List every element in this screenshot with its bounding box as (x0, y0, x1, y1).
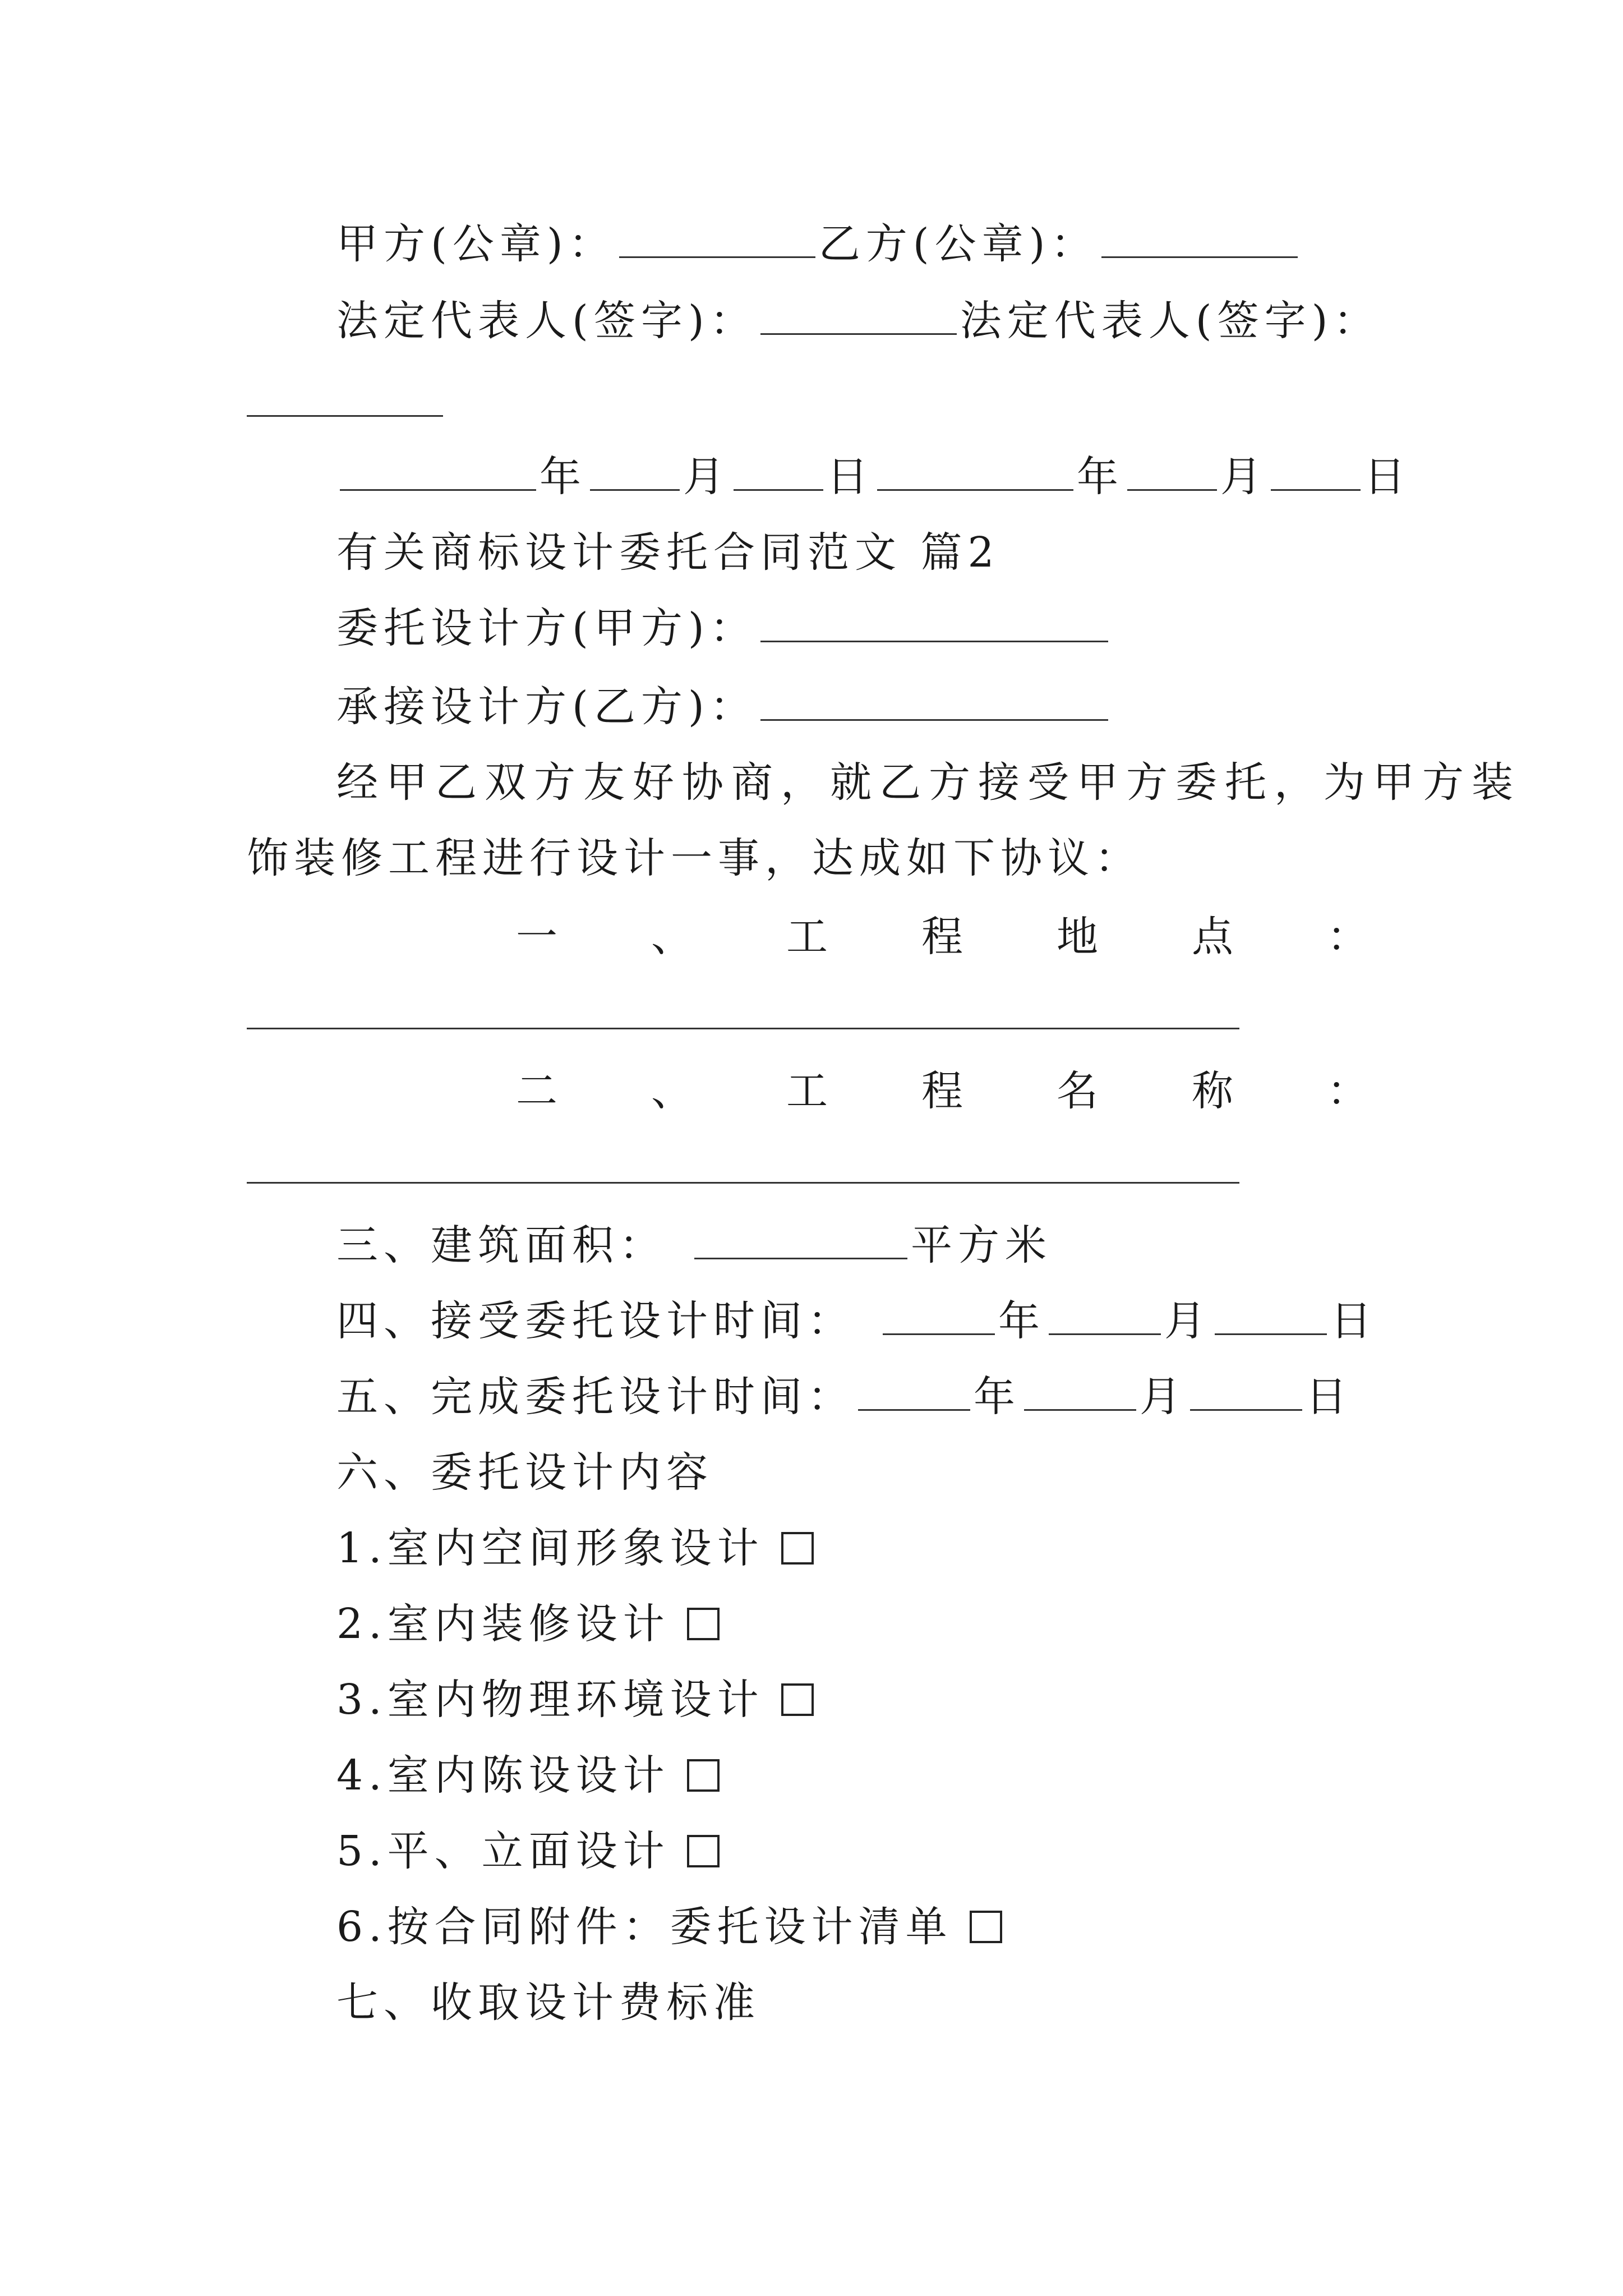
item3-unit: 平方米 (911, 1221, 1052, 1269)
client-label: 委托设计方(甲方)： (336, 604, 757, 652)
party-b-seal-field[interactable] (1101, 222, 1298, 258)
contractor-label: 承接设计方(乙方)： (336, 683, 757, 731)
item3-label: 三、建筑面积： (336, 1221, 666, 1269)
intro-line-1: 经甲乙双方友好协商，就乙方接受甲方委托，为甲方装 (336, 758, 1521, 807)
month-b-label: 月 (1220, 453, 1267, 501)
item5-row (336, 1369, 1353, 1425)
item1-heading (516, 909, 1368, 965)
item2-char: 二 (516, 1067, 557, 1115)
item4-month: 月 (1164, 1297, 1211, 1345)
legal-rep-a-field[interactable] (760, 298, 957, 335)
complete-year-field[interactable] (858, 1374, 970, 1411)
day-a-field[interactable] (734, 454, 823, 491)
checkbox[interactable] (970, 1911, 1002, 1943)
client-row (336, 600, 1112, 656)
complete-month-field[interactable] (1024, 1374, 1136, 1411)
item5-year: 年 (974, 1373, 1021, 1421)
checklist-label: 3.室内物理环境设计 (336, 1676, 764, 1724)
day-b-label: 日 (1364, 453, 1411, 501)
item2-char: 、 (651, 1067, 693, 1115)
item2-char: 称 (1192, 1067, 1233, 1115)
project-name-field[interactable] (247, 1182, 1239, 1184)
party-b-seal-label: 乙方(公章)： (818, 220, 1098, 268)
checklist-item (336, 1596, 720, 1652)
item3-row (336, 1217, 1052, 1273)
item5-label: 五、完成委托设计时间： (336, 1373, 855, 1421)
accept-day-field[interactable] (1215, 1299, 1327, 1335)
checklist-item (336, 1520, 814, 1576)
project-location-field[interactable] (247, 1028, 1239, 1029)
item4-row (336, 1293, 1377, 1349)
legal-rep-b-label: 法定代表人(签字)： (960, 297, 1381, 345)
item2-char: 名 (1057, 1067, 1098, 1115)
contractor-field[interactable] (760, 684, 1108, 721)
floor-area-field[interactable] (694, 1223, 907, 1259)
checklist-item (336, 1899, 1002, 1955)
checklist-item (336, 1823, 720, 1879)
item4-day: 日 (1330, 1297, 1377, 1345)
item4-year: 年 (998, 1297, 1045, 1345)
item1-char: 工 (786, 913, 828, 961)
accept-year-field[interactable] (883, 1299, 995, 1335)
item6-heading: 六、委托设计内容 (336, 1448, 713, 1497)
day-a-label: 日 (827, 453, 874, 501)
item1-char: 一 (516, 913, 557, 961)
checklist-label: 4.室内陈设设计 (336, 1751, 670, 1800)
legal-rep-row (336, 293, 1381, 349)
month-b-field[interactable] (1127, 454, 1217, 491)
client-field[interactable] (760, 606, 1108, 642)
party-a-seal-field[interactable] (619, 222, 815, 258)
complete-day-field[interactable] (1190, 1374, 1302, 1411)
year-a-label: 年 (540, 453, 587, 501)
section-title: 有关商标设计委托合同范文 篇2 (336, 528, 1000, 577)
party-a-seal-label: 甲方(公章)： (336, 220, 616, 268)
checklist-label: 5.平、立面设计 (336, 1827, 670, 1875)
item4-label: 四、接受委托设计时间： (336, 1297, 855, 1345)
checklist-label: 6.按合同附件：委托设计清单 (336, 1903, 953, 1951)
year-a-field[interactable] (340, 454, 536, 491)
item1-char: 、 (651, 913, 693, 961)
contractor-row (336, 679, 1112, 735)
item5-day: 日 (1306, 1373, 1353, 1421)
date-row (336, 449, 1411, 505)
checkbox[interactable] (781, 1683, 814, 1716)
checkbox[interactable] (781, 1532, 814, 1565)
item5-month: 月 (1140, 1373, 1187, 1421)
checkbox[interactable] (687, 1759, 720, 1792)
accept-month-field[interactable] (1049, 1299, 1161, 1335)
intro-line-2: 饰装修工程进行设计一事，达成如下协议： (247, 834, 1142, 882)
item2-char: 工 (786, 1067, 828, 1115)
checklist-label: 2.室内装修设计 (336, 1600, 670, 1648)
item1-char: 点 (1192, 913, 1233, 961)
legal-rep-b-field[interactable] (247, 415, 443, 417)
checklist-label: 1.室内空间形象设计 (336, 1524, 764, 1572)
checklist-item (336, 1672, 814, 1728)
item1-char: ： (1327, 913, 1368, 961)
year-b-label: 年 (1077, 453, 1124, 501)
year-b-field[interactable] (877, 454, 1073, 491)
party-seal-row (336, 216, 1301, 272)
legal-rep-a-label: 法定代表人(签字)： (336, 297, 757, 345)
item2-char: ： (1327, 1067, 1368, 1115)
item2-char: 程 (921, 1067, 963, 1115)
month-a-label: 月 (683, 453, 730, 501)
checkbox[interactable] (687, 1835, 720, 1867)
item1-char: 程 (921, 913, 963, 961)
item2-heading (516, 1063, 1368, 1119)
day-b-field[interactable] (1271, 454, 1361, 491)
checklist-item (336, 1747, 720, 1803)
item1-char: 地 (1057, 913, 1098, 961)
item7-heading: 七、收取设计费标准 (336, 1978, 760, 2027)
month-a-field[interactable] (590, 454, 680, 491)
checkbox[interactable] (687, 1608, 720, 1640)
